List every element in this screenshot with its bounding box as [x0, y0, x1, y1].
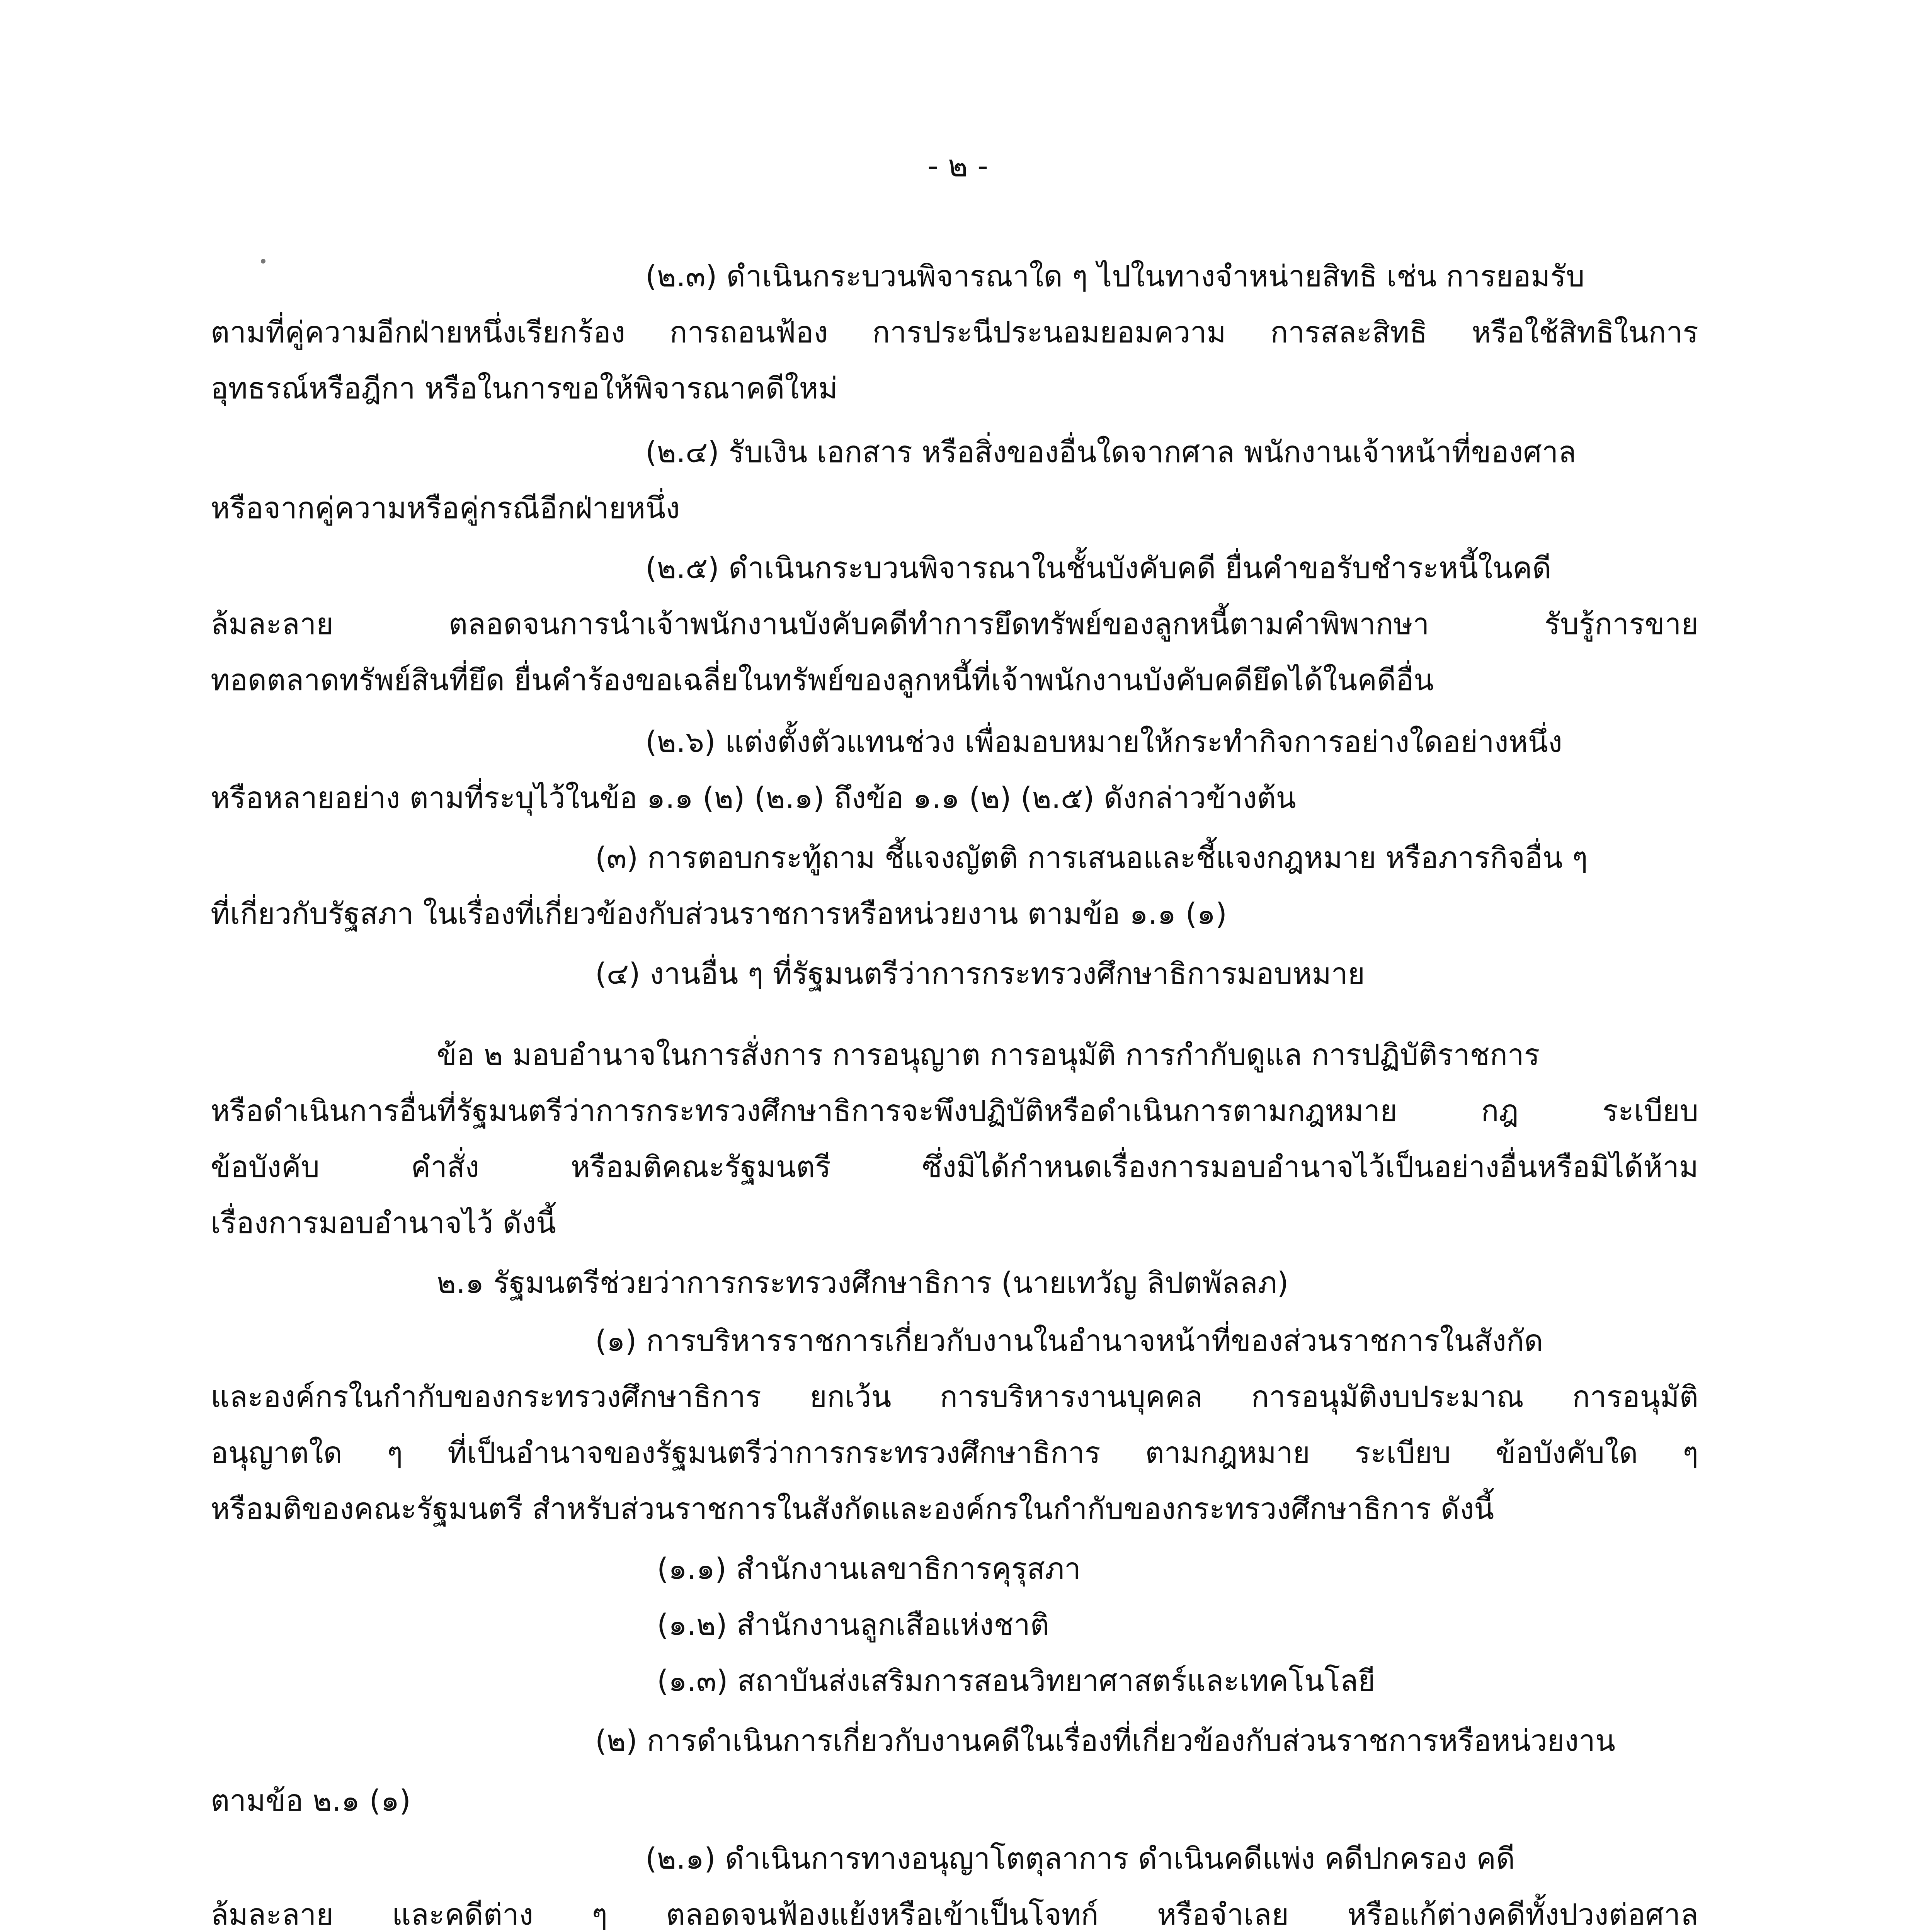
body-line: หรือดำเนินการอื่นที่รัฐมนตรีว่าการกระทรวงศึกษาธิการจะพึงปฏิบัติหรือดำเนินการตามกฎหมาย กฎ ระเบียบ	[211, 1094, 1698, 1128]
body-line: หรือหลายอย่าง ตามที่ระบุไว้ในข้อ ๑.๑ (๒) (๒.๑) ถึงข้อ ๑.๑ (๒) (๒.๕) ดังกล่าวข้างต้น	[211, 781, 1296, 815]
body-line: (๓) การตอบกระทู้ถาม ชี้แจงญัตติ การเสนอและชี้แจงกฎหมาย หรือภารกิจอื่น ๆ	[595, 840, 1588, 875]
body-line: อนุญาตใด ๆ ที่เป็นอำนาจของรัฐมนตรีว่าการกระทรวงศึกษาธิการ ตามกฎหมาย ระเบียบ ข้อบังคับใด ๆ	[211, 1435, 1698, 1470]
body-line: (๑.๓) สถาบันส่งเสริมการสอนวิทยาศาสตร์และเทคโนโลยี	[657, 1663, 1375, 1698]
body-line: (๒.๖) แต่งตั้งตัวแทนช่วง เพื่อมอบหมายให้กระทำกิจการอย่างใดอย่างหนึ่ง	[645, 724, 1562, 759]
body-line: ล้มละลาย ตลอดจนการนำเจ้าพนักงานบังคับคดีทำการยึดทรัพย์ของลูกหนี้ตามคำพิพากษา รับรู้การขาย	[211, 607, 1698, 641]
body-line: ตามที่คู่ความอีกฝ่ายหนึ่งเรียกร้อง การถอนฟ้อง การประนีประนอมยอมความ การสละสิทธิ หรือใช้สิทธิในการ	[211, 315, 1698, 349]
page-number: - ๒ -	[927, 149, 989, 184]
body-line: (๒.๔) รับเงิน เอกสาร หรือสิ่งของอื่นใดจากศาล พนักงานเจ้าหน้าที่ของศาล	[645, 435, 1576, 469]
body-line: (๑.๑) สำนักงานเลขาธิการคุรุสภา	[657, 1551, 1081, 1586]
body-line: ข้อ ๒ มอบอำนาจในการสั่งการ การอนุญาต การอนุมัติ การกำกับดูแล การปฏิบัติราชการ	[437, 1037, 1540, 1072]
body-line: ๒.๑ รัฐมนตรีช่วยว่าการกระทรวงศึกษาธิการ (นายเทวัญ ลิปตพัลลภ)	[437, 1265, 1289, 1300]
body-line: อุทธรณ์หรือฎีกา หรือในการขอให้พิจารณาคดีใหม่	[211, 371, 838, 405]
body-line: เรื่องการมอบอำนาจไว้ ดังนี้	[211, 1206, 556, 1240]
body-line: ที่เกี่ยวกับรัฐสภา ในเรื่องที่เกี่ยวข้องกับส่วนราชการหรือหน่วยงาน ตามข้อ ๑.๑ (๑)	[211, 896, 1227, 931]
body-line: (๒.๕) ดำเนินกระบวนพิจารณาในชั้นบังคับคดี ยื่นคำขอรับชำระหนี้ในคดี	[645, 551, 1552, 585]
scan-mark	[261, 259, 265, 264]
body-line: (๔) งานอื่น ๆ ที่รัฐมนตรีว่าการกระทรวงศึกษาธิการมอบหมาย	[595, 956, 1365, 991]
body-line: (๑.๒) สำนักงานลูกเสือแห่งชาติ	[657, 1607, 1050, 1642]
body-line: ทอดตลาดทรัพย์สินที่ยึด ยื่นคำร้องขอเฉลี่ยในทรัพย์ของลูกหนี้ที่เจ้าพนักงานบังคับคดียึดได้ในคดีอื่น	[211, 663, 1434, 697]
body-line: ล้มละลาย และคดีต่าง ๆ ตลอดจนฟ้องแย้งหรือเข้าเป็นโจทก์ หรือจำเลย หรือแก้ต่างคดีทั้งปวงต่อศาล	[211, 1897, 1698, 1932]
body-line: (๒.๓) ดำเนินกระบวนพิจารณาใด ๆ ไปในทางจำหน่ายสิทธิ เช่น การยอมรับ	[645, 259, 1585, 293]
body-line: ข้อบังคับ คำสั่ง หรือมติคณะรัฐมนตรี ซึ่งมิได้กำหนดเรื่องการมอบอำนาจไว้เป็นอย่างอื่นหรือมิได้ห้าม	[211, 1150, 1698, 1184]
body-line: (๒) การดำเนินการเกี่ยวกับงานคดีในเรื่องที่เกี่ยวข้องกับส่วนราชการหรือหน่วยงาน	[595, 1723, 1615, 1758]
body-line: (๑) การบริหารราชการเกี่ยวกับงานในอำนาจหน้าที่ของส่วนราชการในสังกัด	[595, 1323, 1543, 1358]
body-line: และองค์กรในกำกับของกระทรวงศึกษาธิการ ยกเว้น การบริหารงานบุคคล การอนุมัติงบประมาณ การอนุมัติ	[211, 1379, 1698, 1414]
body-line: (๒.๑) ดำเนินการทางอนุญาโตตุลาการ ดำเนินคดีแพ่ง คดีปกครอง คดี	[645, 1841, 1515, 1876]
body-line: ตามข้อ ๒.๑ (๑)	[211, 1783, 411, 1818]
body-line: หรือจากคู่ความหรือคู่กรณีอีกฝ่ายหนึ่ง	[211, 491, 680, 525]
body-line: หรือมติของคณะรัฐมนตรี สำหรับส่วนราชการในสังกัดและองค์กรในกำกับของกระทรวงศึกษาธิการ ดังนี้	[211, 1492, 1494, 1526]
